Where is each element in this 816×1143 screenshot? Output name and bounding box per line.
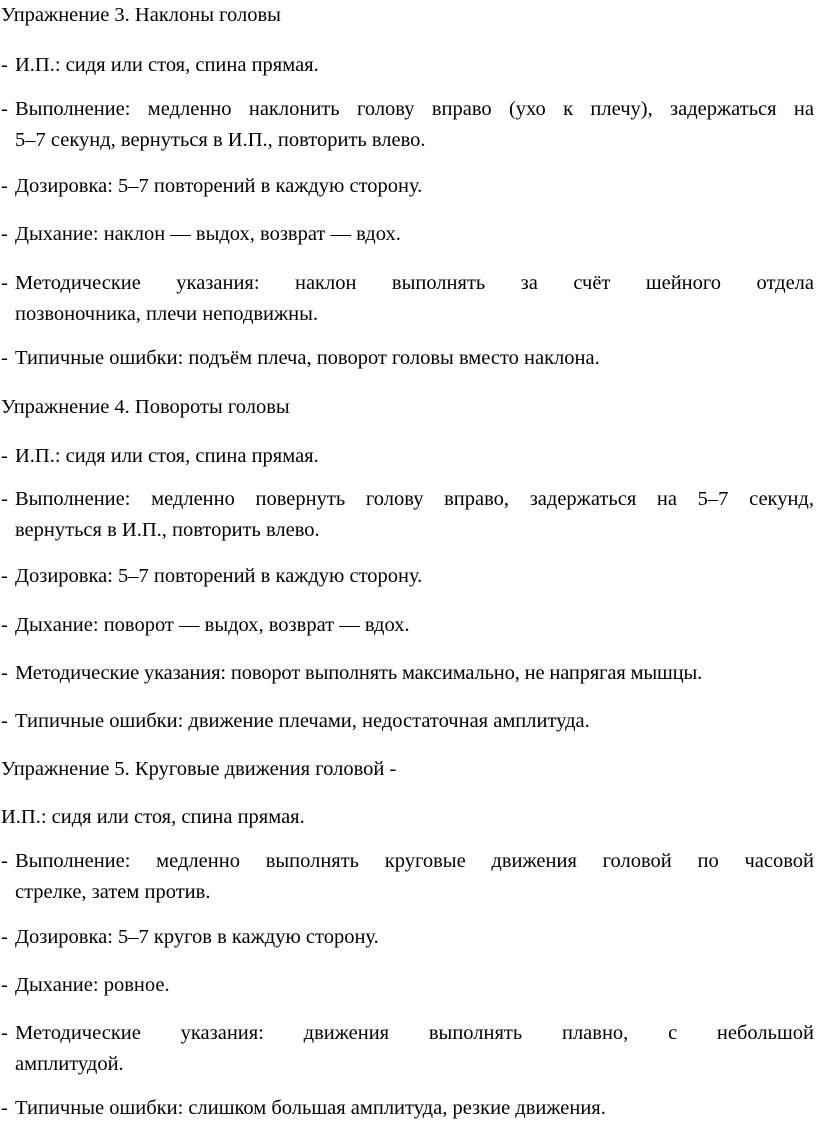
list-dash: - xyxy=(1,1022,8,1044)
list-item-text: Дыхание: наклон — выдох, возврат — вдох. xyxy=(15,223,401,245)
list-dash: - xyxy=(1,974,8,996)
list-item-line: Выполнение: медленно выполнять круговые движения головой по часовой xyxy=(15,850,814,872)
list-item-text xyxy=(15,1018,814,1080)
list-dash: - xyxy=(1,565,8,587)
list-dash: - xyxy=(1,175,8,197)
exercise-4-title: Упражнение 4. Повороты головы xyxy=(1,396,290,418)
list-item-text: И.П.: сидя или стоя, спина прямая. xyxy=(15,445,319,467)
list-dash: - xyxy=(1,488,8,510)
exercise-5-intro: И.П.: сидя или стоя, спина прямая. xyxy=(1,806,305,828)
list-dash: - xyxy=(1,223,8,245)
list-dash: - xyxy=(1,98,8,120)
list-item-line: Методические указания: наклон выполнять за счёт шейного отдела xyxy=(15,272,814,294)
list-item-text xyxy=(15,268,814,330)
list-item-text: И.П.: сидя или стоя, спина прямая. xyxy=(15,54,319,76)
list-item-line: Методические указания: движения выполнять плавно, с небольшой xyxy=(15,1022,814,1044)
list-item-line: Выполнение: медленно наклонить голову вправо (ухо к плечу), задержаться на xyxy=(15,98,814,120)
exercise-3-title: Упражнение 3. Наклоны головы xyxy=(1,4,281,26)
list-item-line: стрелке, затем против. xyxy=(15,881,211,903)
list-dash: - xyxy=(1,614,8,636)
list-dash: - xyxy=(1,54,8,76)
list-item-text: Типичные ошибки: слишком большая амплитуда, резкие движения. xyxy=(15,1097,606,1119)
list-dash: - xyxy=(1,347,8,369)
list-item-text: Дозировка: 5–7 повторений в каждую сторону. xyxy=(15,565,423,587)
list-dash: - xyxy=(1,662,8,684)
list-dash: - xyxy=(1,445,8,467)
list-item-text: Типичные ошибки: движение плечами, недостаточная амплитуда. xyxy=(15,710,590,732)
list-item-text: Дыхание: поворот — выдох, возврат — вдох. xyxy=(15,614,410,636)
list-item-line: вернуться в И.П., повторить влево. xyxy=(15,519,320,541)
exercise-5-title: Упражнение 5. Круговые движения головой - xyxy=(1,758,397,780)
list-item-text xyxy=(15,94,814,156)
list-item-line: позвоночника, плечи неподвижны. xyxy=(15,303,319,325)
list-dash: - xyxy=(1,272,8,294)
list-dash: - xyxy=(1,926,8,948)
list-item-line: амплитудой. xyxy=(15,1053,124,1075)
list-dash: - xyxy=(1,710,8,732)
list-item-text: Дыхание: ровное. xyxy=(15,974,170,996)
list-item-line: Выполнение: медленно повернуть голову вправо, задержаться на 5–7 секунд, xyxy=(15,488,814,510)
list-item-line: 5–7 секунд, вернуться в И.П., повторить влево. xyxy=(15,129,426,151)
list-dash: - xyxy=(1,850,8,872)
list-dash: - xyxy=(1,1097,8,1119)
list-item-text xyxy=(15,484,814,546)
list-item-text xyxy=(15,846,814,908)
list-item-text: Дозировка: 5–7 кругов в каждую сторону. xyxy=(15,926,379,948)
list-item-text: Дозировка: 5–7 повторений в каждую сторону. xyxy=(15,175,423,197)
list-item-text: Типичные ошибки: подъём плеча, поворот головы вместо наклона. xyxy=(15,347,600,369)
list-item-text: Методические указания: поворот выполнять максимально, не напрягая мышцы. xyxy=(15,662,703,684)
